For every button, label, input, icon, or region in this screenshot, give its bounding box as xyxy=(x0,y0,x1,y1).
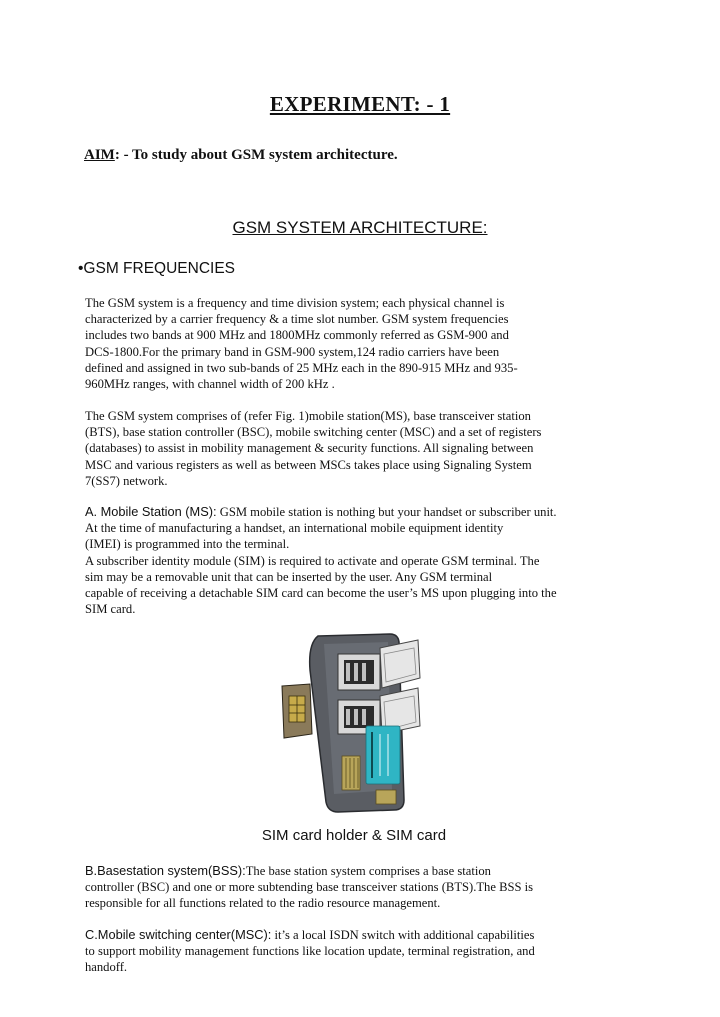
text-line: (IMEI) is programmed into the terminal. xyxy=(85,537,290,552)
text-line: 7(SS7) network. xyxy=(85,473,168,488)
text-line: The GSM system comprises of (refer Fig. 1)mobile station(MS), base transceiver station xyxy=(85,409,531,423)
aim-label: AIM xyxy=(84,147,115,163)
bss-heading: B.Basestation system(BSS): xyxy=(85,863,246,878)
paragraph-msc xyxy=(85,927,605,976)
sim-card-holder-figure xyxy=(280,630,440,815)
aim-text: : - To study about GSM system architecture. xyxy=(114,147,398,163)
text-line: defined and assigned in two sub-bands of 25 MHz each in the 890-915 MHz and 935- xyxy=(85,360,518,375)
page-title: EXPERIMENT: - 1 xyxy=(269,92,451,116)
msc-first-line: it’s a local ISDN switch with additional capabilities xyxy=(271,928,535,942)
text-line xyxy=(85,863,605,879)
text-line: SIM card. xyxy=(85,602,136,617)
text-line: includes two bands at 900 MHz and 1800MHz commonly referred as GSM-900 and xyxy=(85,328,509,343)
text-line: handoff. xyxy=(85,960,128,975)
sim-card-holder-illustration xyxy=(280,630,440,815)
bss-first-line: The base station system comprises a base station xyxy=(245,864,491,878)
msc-heading: C.Mobile switching center(MSC): xyxy=(85,927,272,942)
text-line: to support mobility management functions like location update, terminal registration, and xyxy=(85,944,535,959)
text-line xyxy=(85,927,605,943)
section-heading: GSM SYSTEM ARCHITECTURE: xyxy=(232,218,488,237)
aim-line xyxy=(84,147,398,164)
paragraph-bss xyxy=(85,863,605,912)
paragraph-components xyxy=(85,408,563,489)
text-line: characterized by a carrier frequency & a time slot number. GSM system frequencies xyxy=(85,312,509,327)
mobile-station-heading: A. Mobile Station (MS): xyxy=(85,504,217,519)
text-line: MSC and various registers as well as between MSCs takes place using Signaling System xyxy=(85,457,532,472)
text-line: controller (BSC) and one or more subtending base transceiver stations (BTS).The BSS is xyxy=(85,880,534,895)
text-line: DCS-1800.For the primary band in GSM-900 system,124 radio carriers have been xyxy=(85,344,500,359)
text-line xyxy=(85,504,563,520)
text-line: sim may be a removable unit that can be inserted by the user. Any GSM terminal xyxy=(85,569,493,584)
text-line: responsible for all functions related to the radio resource management. xyxy=(85,896,441,911)
figure-caption: SIM card holder & SIM card xyxy=(261,827,447,844)
paragraph-mobile-station xyxy=(85,504,563,617)
paragraph-frequencies xyxy=(85,295,563,392)
text-line: (databases) to assist in mobility management & security functions. All signaling between xyxy=(85,441,534,456)
text-line: 960MHz ranges, with channel width of 200 kHz . xyxy=(85,377,335,392)
frequencies-heading: •GSM FREQUENCIES xyxy=(78,260,235,277)
text-line: (BTS), base station controller (BSC), mobile switching center (MSC) and a set of registers xyxy=(85,425,542,440)
text-line: The GSM system is a frequency and time division system; each physical channel is xyxy=(85,296,505,310)
text-line: A subscriber identity module (SIM) is required to activate and operate GSM terminal. The xyxy=(85,553,540,568)
text-line: capable of receiving a detachable SIM card can become the user’s MS upon plugging into the xyxy=(85,586,557,601)
mobile-station-first-line: GSM mobile station is nothing but your handset or subscriber unit. xyxy=(216,505,557,519)
text-line: At the time of manufacturing a handset, an international mobile equipment identity xyxy=(85,521,504,536)
